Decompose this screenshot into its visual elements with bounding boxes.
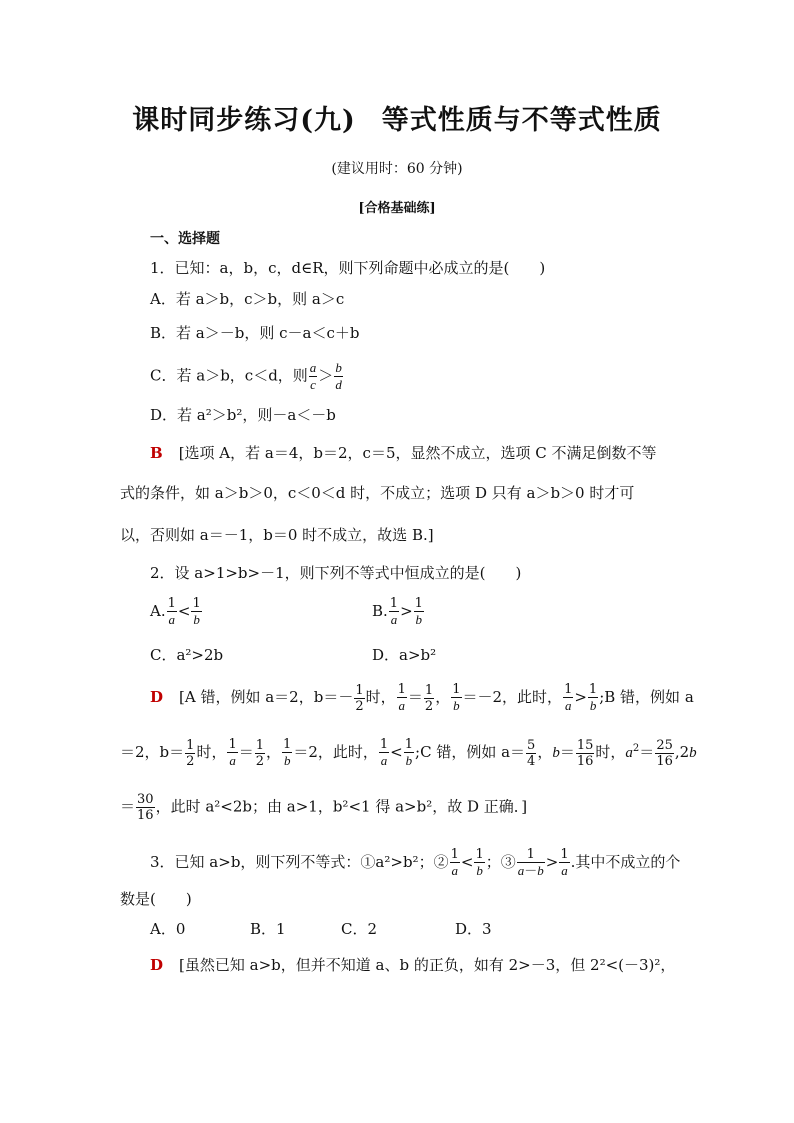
q2-explain-1: D [A 错，例如 a＝2，b＝－ $\frac{1}{2}$ 时， $\frac{1}{a}$ ＝ $\frac{1}{2}$ ， $\frac{1}{b}$ ＝－2，此时， $\frac{1}{a}$ > $\frac{1}{b}$ ;B 错，例如 a xyxy=(150,682,694,714)
q2-option-b: B. $\frac{1}{a}$ > $\frac{1}{b}$ xyxy=(372,596,423,627)
q3-option-a: A．0 xyxy=(150,920,186,938)
page-title: 课时同步练习(九) 等式性质与不等式性质 xyxy=(132,105,662,136)
q1-option-d: D．若 a²＞b²，则－a＜－b xyxy=(150,406,336,424)
q2-stem: 2．设 a>1>b>－1，则下列不等式中恒成立的是( ) xyxy=(150,564,522,582)
section-heading: 一、选择题 xyxy=(150,231,220,247)
q3-option-b: B．1 xyxy=(250,920,286,938)
q3-explain-1: D [虽然已知 a>b，但并不知道 a、b 的正负，如有 2>－3，但 2²<(－3)²， xyxy=(150,956,676,974)
q1-option-a: A．若 a＞b，c＞b，则 a＞c xyxy=(150,290,345,308)
q1-option-c: C．若 a＞b，c＜d，则 $\frac{a}{c}$ ＞ $\frac{b}{d}$ xyxy=(150,360,342,392)
q3-stem: 3．已知 a>b，则下列不等式：①a²>b²；② $\frac{1}{a}$ < $\frac{1}{b}$ ；③ $\frac{1}{a-b}$ > $\frac{1}{a}$ .其中不成立的个 xyxy=(150,847,681,879)
q2-option-c: C．a²>2b xyxy=(150,646,224,664)
q3-stem-2: 数是( ) xyxy=(120,890,192,908)
q3-option-d: D．3 xyxy=(455,920,492,938)
q3-answer: D xyxy=(150,956,164,974)
q1-stem: 1．已知：a，b，c，d∈R，则下列命题中必成立的是( ) xyxy=(150,259,546,277)
q1-explain-1: B [选项 A，若 a＝4，b＝2，c＝5，显然不成立，选项 C 不满足倒数不等 xyxy=(150,444,657,462)
q3-option-c: C．2 xyxy=(341,920,378,938)
suggested-time: (建议用时：60 分钟) xyxy=(331,161,463,177)
q1-answer: B xyxy=(150,444,163,462)
q2-explain-3: ＝ $\frac{30}{16}$ ，此时 a²<2b；由 a>1，b²<1 得 a>b²，故 D 正确．] xyxy=(120,792,528,823)
q1-explain-3: 以，否则如 a＝－1，b＝0 时不成立，故选 B.] xyxy=(120,526,434,544)
q2-answer: D xyxy=(150,688,164,706)
q1-explain-2: 式的条件，如 a＞b＞0，c＜0＜d 时，不成立；选项 D 只有 a＞b＞0 时才可 xyxy=(120,484,635,502)
q2-option-a: A. $\frac{1}{a}$ < $\frac{1}{b}$ xyxy=(150,596,201,627)
q2-explain-2: ＝2，b＝ $\frac{1}{2}$ 时， $\frac{1}{a}$ ＝ $\frac{1}{2}$ ， $\frac{1}{b}$ ＝2，此时， $\frac{1}{a}$ < $\frac{1}{b}$ ;C 错，例如 a＝ $\frac{5}{4}$ ，b＝ $\frac{15}{16}$ 时，$a^2=$ $\frac{25}{16}$ ,2b xyxy=(120,737,697,769)
level-label: [合格基础练] xyxy=(358,201,436,216)
q1-option-b: B．若 a＞－b，则 c－a＜c＋b xyxy=(150,324,360,342)
q2-option-d: D．a>b² xyxy=(372,646,437,664)
